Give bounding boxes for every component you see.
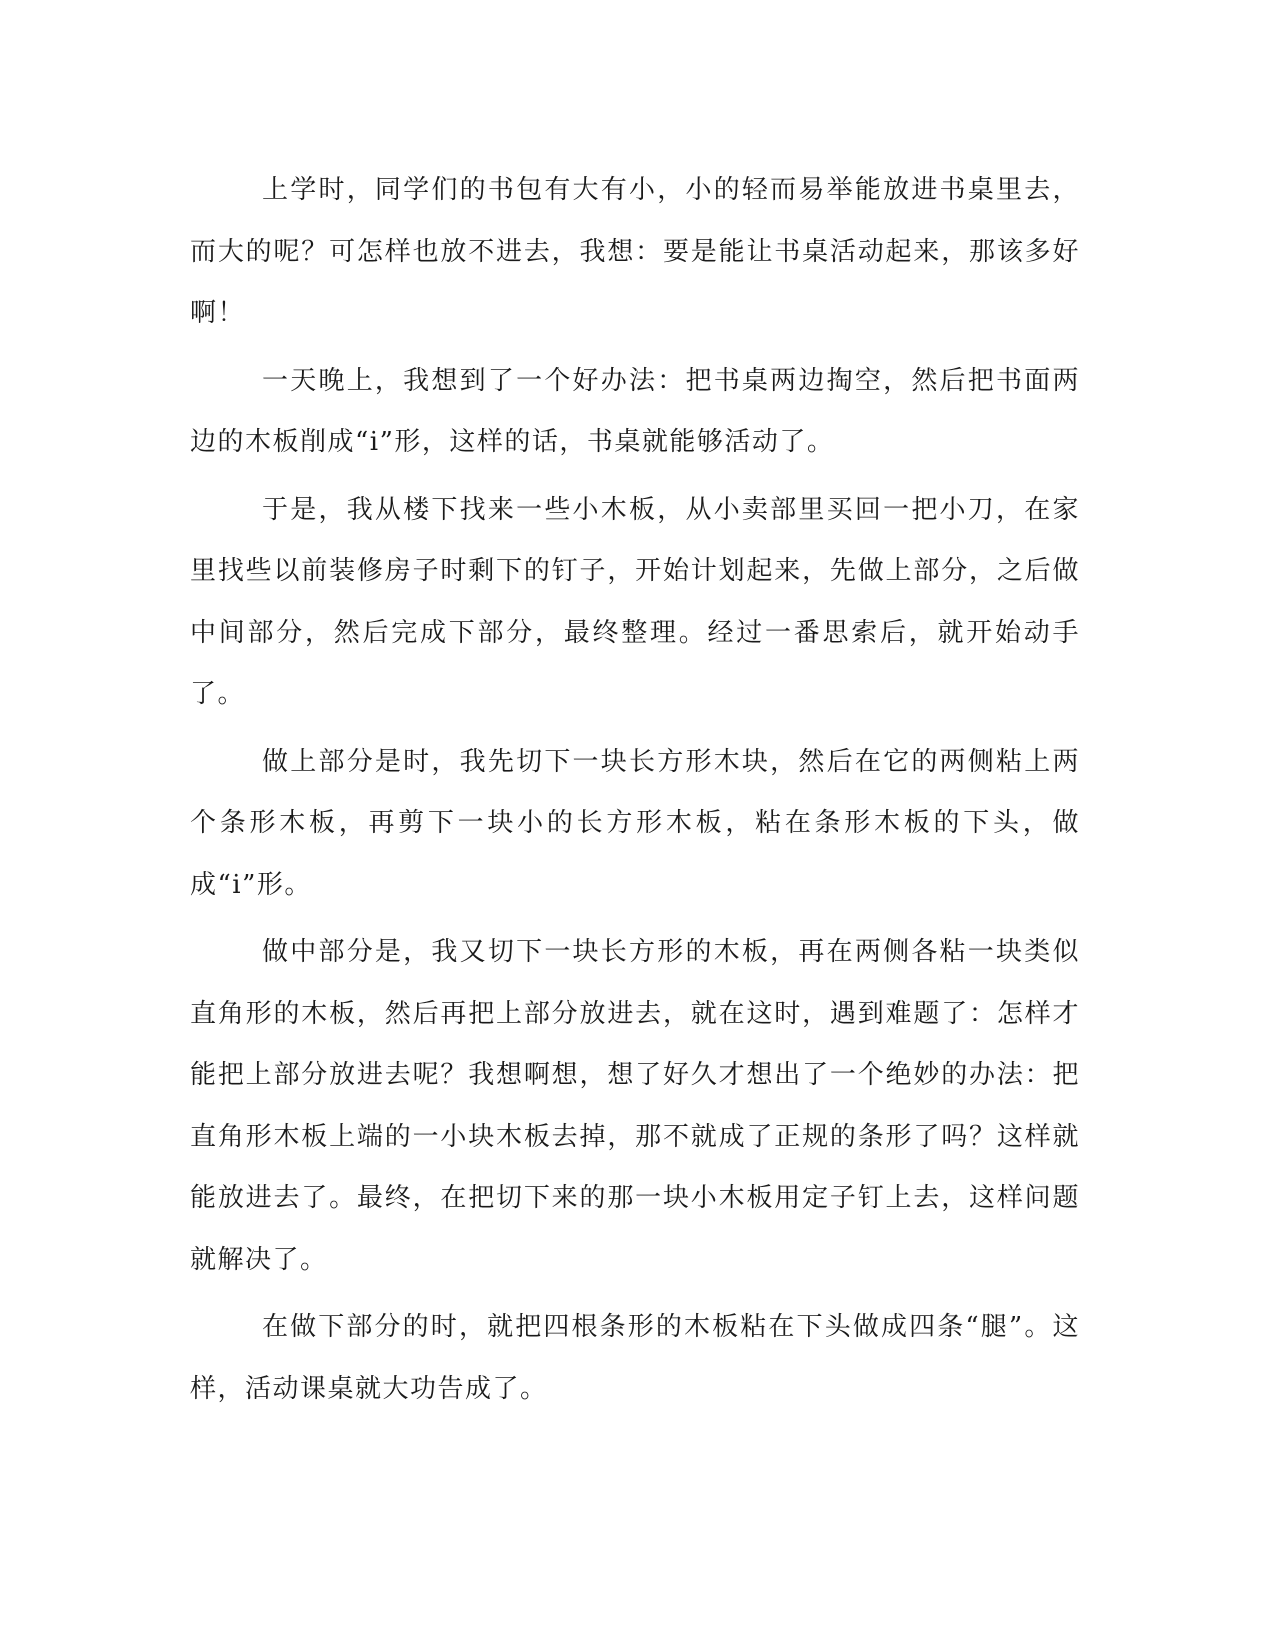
paragraph-5: 做中部分是，我又切下一块长方形的木板，再在两侧各粘一块类似直角形的木板，然后再把上部分放进去，就在这时，遇到难题了：怎样才能把上部分放进去呢？我想啊想，想了好久才想出了一个绝妙的办法：把直角形木板上端的一小块木板去掉，那不就成了正规的条形了吗？这样就能放进去了。最终，在把切下来的那一块小木板用定子钉上去，这样问题就解决了。: [190, 937, 1080, 1275]
paragraph-2: 一天晚上，我想到了一个好办法：把书桌两边掏空，然后把书面两边的木板削成“i”形，这样的话，书桌就能够活动了。: [190, 365, 1080, 457]
paragraph-6: 在做下部分的时，就把四根条形的木板粘在下头做成四条“腿”。这样，活动课桌就大功告成了。: [190, 1312, 1080, 1404]
paragraph-1: 上学时，同学们的书包有大有小，小的轻而易举能放进书桌里去，而大的呢？可怎样也放不进去，我想：要是能让书桌活动起来，那该多好啊！: [190, 175, 1080, 328]
paragraph-4: 做上部分是时，我先切下一块长方形木块，然后在它的两侧粘上两个条形木板，再剪下一块小的长方形木板，粘在条形木板的下头，做成“i”形。: [190, 746, 1080, 900]
document-body: [190, 160, 1080, 1426]
paragraph-3: 于是，我从楼下找来一些小木板，从小卖部里买回一把小刀，在家里找些以前装修房子时剩下的钉子，开始计划起来，先做上部分，之后做中间部分，然后完成下部分，最终整理。经过一番思索后，就开始动手了。: [190, 494, 1080, 709]
